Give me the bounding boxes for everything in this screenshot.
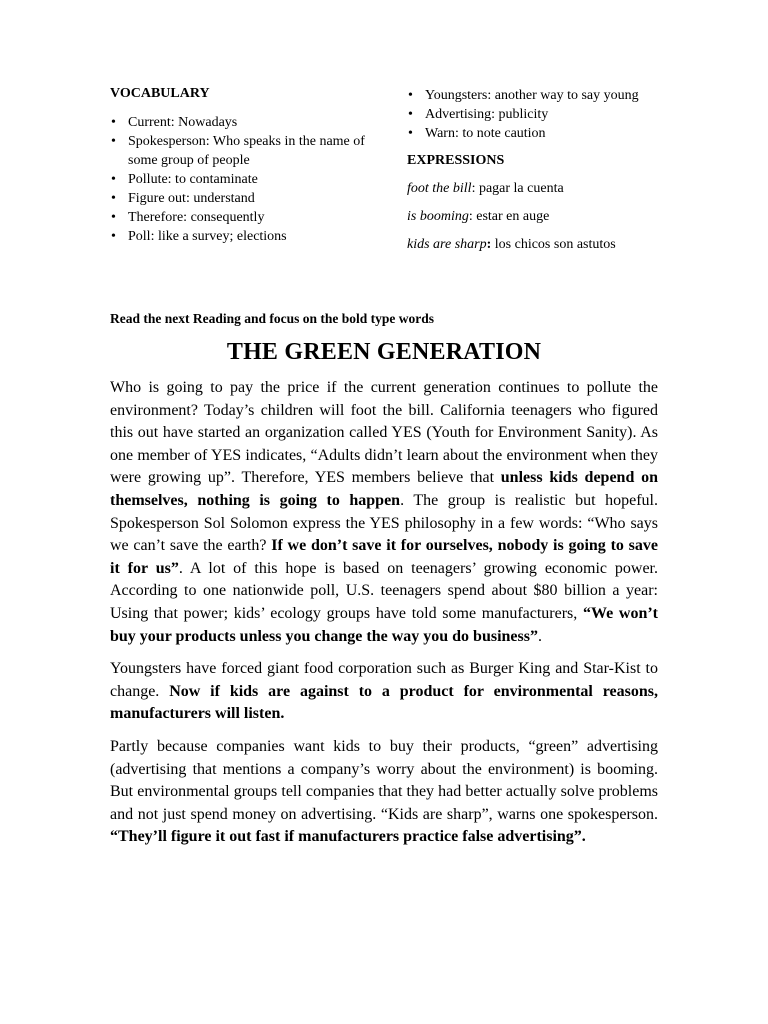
page-title: THE GREEN GENERATION: [226, 339, 542, 365]
vocabulary-item: • Pollute: to contaminate: [110, 170, 380, 189]
reading-bold-text: “We won’t buy your products unless you change the way you do business”: [110, 604, 659, 645]
vocabulary-item: • Poll: like a survey; elections: [110, 227, 380, 246]
vocabulary-list-right: [407, 86, 667, 143]
reading-paragraph: [110, 377, 658, 648]
reading-paragraph: [110, 736, 658, 849]
expression-meaning: los chicos son astutos: [494, 237, 616, 252]
expression-meaning: pagar la cuenta: [478, 181, 564, 196]
reading-text: Youngsters have forced giant food corporation such as Burger King and Star-Kist to change.: [110, 660, 658, 700]
expression-item: [407, 207, 667, 226]
reading-text: . The group is realistic but hopeful. Spokesperson Sol Solomon express the YES philosophy in a few words: “Who says we can’t save the earth?: [110, 491, 658, 555]
vocabulary-left-column: [110, 84, 380, 246]
expression-item: [407, 235, 667, 254]
expression-item: [407, 179, 667, 198]
reading-bold-text: “They’ll figure it out fast if manufacturers practice false advertising”.: [110, 828, 586, 846]
expression-phrase: foot the bill: [407, 181, 472, 196]
vocabulary-item: • Therefore: consequently: [110, 208, 380, 227]
vocabulary-right-column: [407, 86, 667, 263]
expression-separator: :: [486, 237, 495, 252]
reading-paragraph: [110, 658, 658, 726]
vocabulary-item: • Warn: to note caution: [407, 124, 667, 143]
vocabulary-item: • Spokesperson: Who speaks in the name of some group of people: [110, 132, 380, 170]
reading-text: Who is going to pay the price if the current generation continues to pollute the environment? Today’s children will foot the bill. California teenagers who figured this out have started an organization called YES (Youth for Environment Sanity). As one member of YES indicates, “Adults didn’t learn about the environment when they were growing up”. Therefore, YES members believe that: [110, 379, 658, 487]
vocabulary-item: • Youngsters: another way to say young: [407, 86, 667, 105]
expression-separator: :: [471, 181, 479, 196]
vocabulary-item: • Current: Nowadays: [110, 113, 380, 132]
reading-text: Partly because companies want kids to buy their products, “green” advertising (advertising that mentions a company’s worry about the environment) is booming. But environmental groups tell companies that they had better actually solve problems and not just spend money on advertising. “Kids are sharp”, warns one spokesperson.: [110, 737, 658, 823]
expressions-heading: EXPRESSIONS: [407, 153, 505, 168]
vocabulary-list-left: [110, 113, 380, 246]
vocabulary-item: • Figure out: understand: [110, 189, 380, 208]
reading-bold-text: If we don’t save it for ourselves, nobody is going to save it for us”: [110, 537, 658, 577]
reading-bold-text: Now if kids are against to a product for environmental reasons, manufacturers will listen.: [110, 682, 659, 723]
vocabulary-item: • Advertising: publicity: [407, 105, 667, 124]
vocabulary-heading: VOCABULARY: [110, 86, 210, 101]
expression-phrase: kids are sharp: [407, 237, 487, 252]
reading-text: .: [537, 627, 542, 645]
expression-phrase: is booming: [407, 209, 469, 224]
reading-bold-text: unless kids depend on themselves, nothing is going to happen: [110, 469, 658, 509]
expression-meaning: estar en auge: [476, 209, 550, 224]
reading-body: [110, 377, 658, 859]
reading-text: . A lot of this hope is based on teenagers’ growing economic power. According to one nationwide poll, U.S. teenagers spend about $80 billion a year: Using that power; kids’ ecology groups have told some manufacturers,: [110, 559, 659, 622]
expression-separator: :: [468, 209, 477, 224]
reading-instruction: Read the next Reading and focus on the bold type words: [110, 311, 435, 326]
